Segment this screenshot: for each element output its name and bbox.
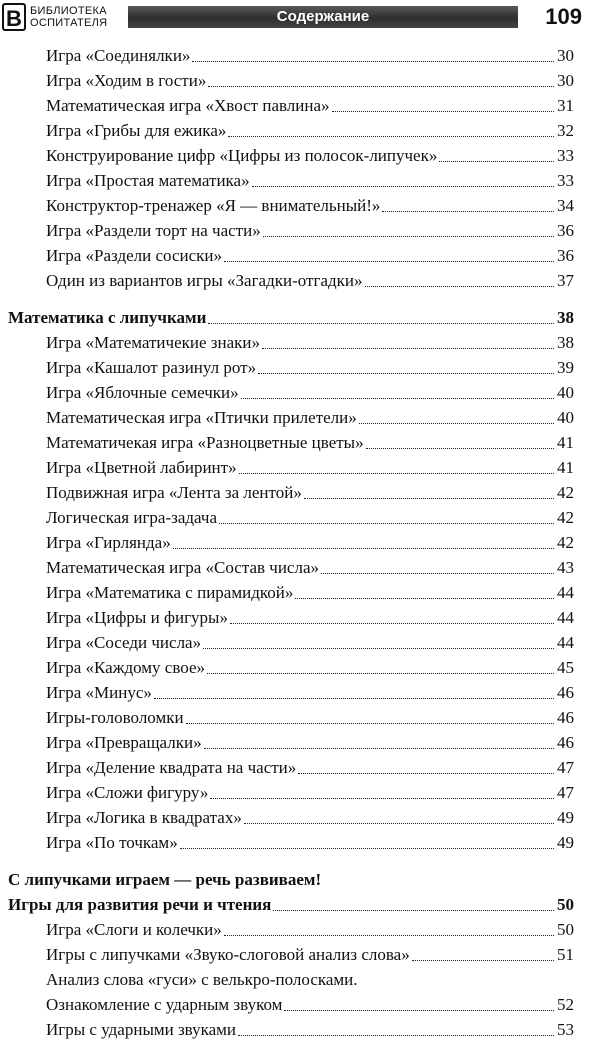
- toc-entry: [0, 194, 590, 218]
- toc-dot-leader: [263, 236, 554, 237]
- toc-entry-title: Игра «Цифры и фигуры»: [46, 608, 228, 627]
- toc-entry-title: Математическая игра «Состав числа»: [46, 558, 320, 577]
- toc-entry-title: Игра «Простая математика»: [46, 171, 250, 190]
- toc-entry: [0, 69, 590, 93]
- toc-entry-page: 50: [557, 920, 574, 939]
- toc-entry: [0, 431, 590, 455]
- toc-entry-page: 37: [557, 271, 574, 290]
- toc-entry-page: 36: [557, 221, 574, 240]
- toc-entry-title: Игра «Минус»: [46, 683, 152, 702]
- logo-letter: В: [2, 3, 26, 31]
- toc-entry-page: 50: [557, 895, 574, 914]
- toc-dot-leader: [210, 798, 554, 799]
- toc-entry-title: Анализ слова «гуси» с велькро-полосками.: [46, 970, 358, 989]
- toc-entry-title: Игры-головоломки: [46, 708, 184, 727]
- toc-entry: [0, 244, 590, 268]
- toc-entry-title: Игра «По точкам»: [46, 833, 178, 852]
- toc-entry-page: 38: [557, 308, 574, 327]
- toc-entry-page: 38: [557, 333, 574, 352]
- toc-entry: [0, 169, 590, 193]
- toc-entry-title: Игра «Раздели сосиски»: [46, 246, 222, 265]
- toc-dot-leader: [203, 648, 554, 649]
- toc-entry-page: 41: [557, 433, 574, 452]
- toc-dot-leader: [207, 673, 554, 674]
- toc-entry-title: Игра «Кашалот разинул рот»: [46, 358, 257, 377]
- toc-dot-leader: [304, 498, 554, 499]
- toc-dot-leader: [258, 373, 554, 374]
- toc-entry-title: С липучками играем — речь развиваем!: [8, 870, 322, 889]
- toc-dot-leader: [192, 61, 554, 62]
- toc-entry-page: 34: [557, 196, 574, 215]
- toc-entry-title: Конструктор-тренажер «Я — внимательный!»: [46, 196, 381, 215]
- toc-entry-title: Игра «Каждому свое»: [46, 658, 205, 677]
- toc-entry-page: 30: [557, 71, 574, 90]
- toc-entry: [0, 306, 590, 330]
- toc-dot-leader: [321, 573, 554, 574]
- toc-dot-leader: [359, 423, 554, 424]
- toc-entry-page: 52: [557, 995, 574, 1014]
- toc-entry-page: 31: [557, 96, 574, 115]
- toc-entry-title: Игра «Яблочные семечки»: [46, 383, 239, 402]
- toc-dot-leader: [230, 623, 554, 624]
- toc-entry-page: 44: [557, 608, 574, 627]
- toc-entry-title: Подвижная игра «Лента за лентой»: [46, 483, 302, 502]
- toc-dot-leader: [204, 748, 554, 749]
- toc-entry-title: Игра «Грибы для ежика»: [46, 121, 227, 140]
- toc-entry-page: 45: [557, 658, 574, 677]
- toc-dot-leader: [382, 211, 554, 212]
- toc-entry-page: 44: [557, 583, 574, 602]
- toc-dot-leader: [208, 323, 554, 324]
- toc-entry-page: 32: [557, 121, 574, 140]
- toc-entry: [0, 581, 590, 605]
- toc-entry-title: Логическая игра-задача: [46, 508, 218, 527]
- toc-dot-leader: [412, 960, 554, 961]
- toc-entry-page: 51: [557, 945, 574, 964]
- toc-entry: [0, 94, 590, 118]
- toc-entry-title: Игра «Слоги и колечки»: [46, 920, 222, 939]
- page-header: [0, 0, 590, 34]
- toc-dot-leader: [219, 523, 554, 524]
- toc-dot-leader: [365, 286, 554, 287]
- toc-entry-title: Математическая игра «Хвост павлина»: [46, 96, 330, 115]
- toc-entry-page: 42: [557, 508, 574, 527]
- toc-entry: [0, 868, 590, 892]
- toc-entry-title: Игры для развития речи и чтения: [8, 895, 272, 914]
- toc-dot-leader: [224, 261, 554, 262]
- toc-entry-title: Игра «Цветной лабиринт»: [46, 458, 237, 477]
- page-number: 109: [545, 4, 582, 29]
- toc-entry: [0, 918, 590, 942]
- toc-entry: [0, 269, 590, 293]
- toc-dot-leader: [224, 935, 554, 936]
- toc-entry-page: 49: [557, 833, 574, 852]
- toc-entry-page: 39: [557, 358, 574, 377]
- logo-line-2: ОСПИТАТЕЛЯ: [30, 17, 108, 29]
- toc-entry-title: Игра «Сложи фигуру»: [46, 783, 209, 802]
- toc-entry-title: Игра «Математика с пирамидкой»: [46, 583, 294, 602]
- toc-entry: [0, 893, 590, 917]
- toc-entry-page: 53: [557, 1020, 574, 1039]
- toc-entry: [0, 781, 590, 805]
- toc-dot-leader: [208, 86, 554, 87]
- toc-entry-page: 46: [557, 683, 574, 702]
- toc-entry-page: 40: [557, 383, 574, 402]
- toc-dot-leader: [238, 1035, 554, 1036]
- toc-entry-title: Игра «Гирлянда»: [46, 533, 171, 552]
- toc-entry-page: 46: [557, 708, 574, 727]
- toc-entry: [0, 656, 590, 680]
- toc-entry: [0, 968, 590, 992]
- toc-dot-leader: [295, 598, 554, 599]
- toc-dot-leader: [284, 1010, 554, 1011]
- toc-entry-title: Игры с липучками «Звуко-слоговой анализ слова»: [46, 945, 410, 964]
- toc-entry-page: 46: [557, 733, 574, 752]
- toc-entry-page: 30: [557, 46, 574, 65]
- toc-entry: [0, 943, 590, 967]
- toc-dot-leader: [154, 698, 554, 699]
- toc-dot-leader: [228, 136, 554, 137]
- toc-entry-page: 49: [557, 808, 574, 827]
- toc-entry-page: 41: [557, 458, 574, 477]
- toc-entry-page: 40: [557, 408, 574, 427]
- toc-entry-title: Конструирование цифр «Цифры из полосок-липучек»: [46, 146, 438, 165]
- toc-entry-title: Игра «Соединялки»: [46, 46, 191, 65]
- toc-entry-page: 47: [557, 758, 574, 777]
- toc-dot-leader: [273, 910, 554, 911]
- toc-entry-page: 42: [557, 533, 574, 552]
- logo-text: [30, 5, 107, 29]
- toc-entry: [0, 531, 590, 555]
- toc-entry-title: Математика с липучками: [8, 308, 207, 327]
- toc-entry-title: Ознакомление с ударным звуком: [46, 995, 283, 1014]
- toc-entry: [0, 381, 590, 405]
- toc-entry: [0, 406, 590, 430]
- toc-entry: [0, 356, 590, 380]
- toc-entry: [0, 731, 590, 755]
- toc-dot-leader: [332, 111, 554, 112]
- toc-entry-page: 36: [557, 246, 574, 265]
- toc-entry: [0, 119, 590, 143]
- toc-entry: [0, 1018, 590, 1042]
- toc-entry-title: Математическая игра «Птички прилетели»: [46, 408, 357, 427]
- toc-entry-title: Игра «Раздели торт на части»: [46, 221, 261, 240]
- toc-dot-leader: [186, 723, 554, 724]
- toc-entry: [0, 756, 590, 780]
- toc-entry: [0, 481, 590, 505]
- toc-dot-leader: [262, 348, 554, 349]
- logo-line-1: БИБЛИОТЕКА: [30, 5, 107, 17]
- toc-entry: [0, 631, 590, 655]
- toc-dot-leader: [439, 161, 554, 162]
- toc-entry: [0, 144, 590, 168]
- toc-entry: [0, 993, 590, 1017]
- toc-entry-title: Математичекая игра «Разноцветные цветы»: [46, 433, 364, 452]
- section-title: Содержание: [128, 6, 518, 28]
- toc-dot-leader: [239, 473, 554, 474]
- toc-dot-leader: [244, 823, 554, 824]
- toc-dot-leader: [252, 186, 554, 187]
- series-logo: [2, 2, 126, 32]
- toc-entry: [0, 706, 590, 730]
- toc-entry-title: Игра «Превращалки»: [46, 733, 202, 752]
- toc-entry-page: 42: [557, 483, 574, 502]
- toc-dot-leader: [298, 773, 554, 774]
- toc-dot-leader: [180, 848, 554, 849]
- toc-entry-title: Игра «Математичекие знаки»: [46, 333, 260, 352]
- toc-entry-title: Игра «Соседи числа»: [46, 633, 202, 652]
- toc-entry-page: 47: [557, 783, 574, 802]
- toc-entry: [0, 681, 590, 705]
- toc-entry: [0, 806, 590, 830]
- toc-entry-title: Игра «Деление квадрата на части»: [46, 758, 297, 777]
- toc-entry: [0, 606, 590, 630]
- toc-entry: [0, 219, 590, 243]
- toc-entry-page: 33: [557, 171, 574, 190]
- toc-entry: [0, 556, 590, 580]
- toc-dot-leader: [366, 448, 554, 449]
- toc-entry-title: Игра «Ходим в гости»: [46, 71, 207, 90]
- toc-entry: [0, 456, 590, 480]
- toc-entry-page: 33: [557, 146, 574, 165]
- toc-entry: [0, 506, 590, 530]
- toc-entry-title: Игры с ударными звуками: [46, 1020, 237, 1039]
- toc-entry: [0, 331, 590, 355]
- toc-entry-page: 44: [557, 633, 574, 652]
- toc-dot-leader: [173, 548, 554, 549]
- toc-dot-leader: [241, 398, 554, 399]
- toc-entry-title: Игра «Логика в квадратах»: [46, 808, 242, 827]
- toc-entry-title: Один из вариантов игры «Загадки-отгадки»: [46, 271, 363, 290]
- toc-entry-page: 43: [557, 558, 574, 577]
- toc-entry: [0, 44, 590, 68]
- toc-entry: [0, 831, 590, 855]
